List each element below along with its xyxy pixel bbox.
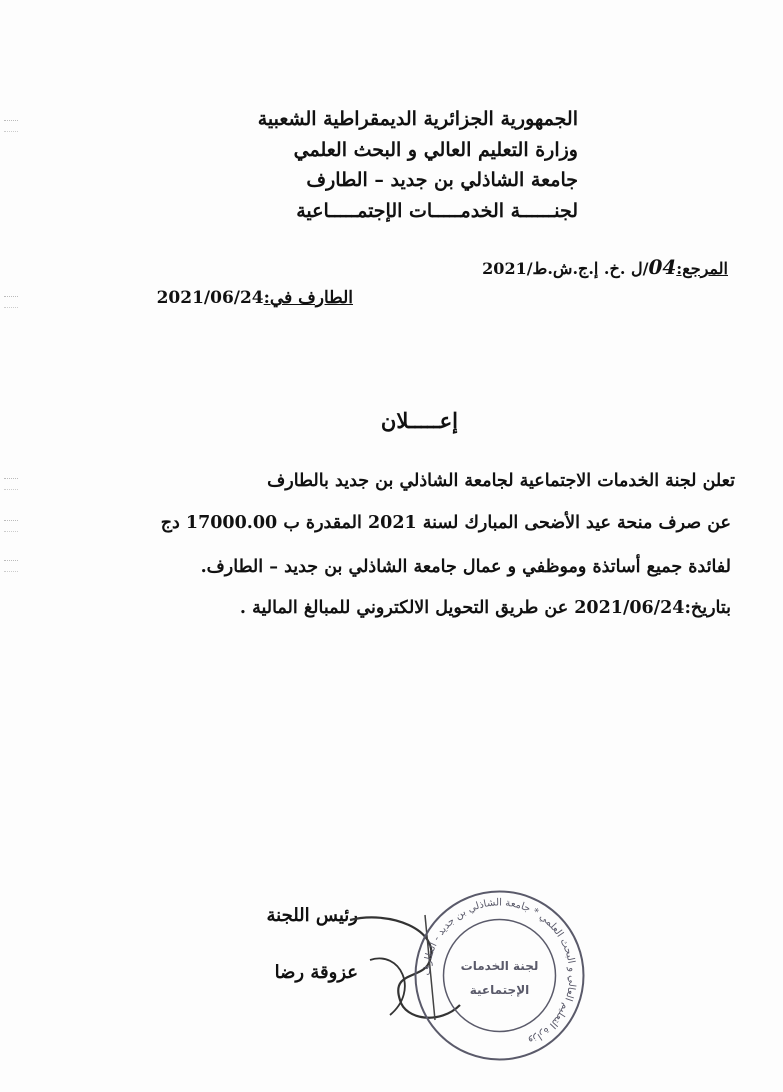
- body-line-4: بتاريخ:2021/06/24 عن طريق التحويل الالكتروني للمبالغ المالية .: [239, 598, 731, 618]
- scan-artifact: [4, 520, 18, 532]
- body-line-2: عن صرف منحة عيد الأضحى المبارك لسنة 2021 المقدرة ب 17000.00 دج: [160, 513, 731, 533]
- scan-artifact: [4, 120, 18, 132]
- stamp-inner-line-1: لجنة الخدمات: [460, 959, 539, 973]
- reference-suffix: /ل .خ. إ.ج.ش.ط/2021: [482, 259, 649, 278]
- signature-name: عزوقة رضا: [274, 962, 358, 983]
- signature-title: رئيس اللجنة: [266, 905, 358, 926]
- body-line-3: لفائدة جميع أساتذة وموظفي و عمال جامعة الشاذلي بن جديد – الطارف.: [200, 557, 731, 577]
- header-university: جامعة الشاذلي بن جديد – الطارف: [306, 169, 578, 191]
- date-line: [157, 288, 353, 308]
- header-republic: الجمهورية الجزائرية الديمقراطية الشعبية: [257, 108, 578, 130]
- scan-artifact: [4, 560, 18, 572]
- scan-artifact: [4, 478, 18, 490]
- announcement-title: إعـــــلان: [380, 408, 458, 433]
- reference-line: [482, 255, 728, 279]
- header-ministry: وزارة التعليم العالي و البحث العلمي: [293, 139, 578, 161]
- scan-artifact: [4, 296, 18, 308]
- reference-number: 04: [648, 255, 677, 279]
- date-value: 2021/06/24: [156, 288, 264, 308]
- header-committee: لجنــــــة الخدمـــــات الإجتمـــــاعية: [296, 200, 578, 222]
- stamp-outer-text: وزارة التعليم العالي و البحث العلمي * جامعة الشاذلي بن جديد - الطارف: [421, 897, 578, 1047]
- reference-label: المرجع:: [676, 259, 728, 278]
- stamp-inner-line-2: الإجتماعية: [469, 983, 530, 997]
- official-stamp: [412, 888, 587, 1063]
- date-label: الطارف في:: [263, 288, 353, 308]
- body-line-1: تعلن لجنة الخدمات الاجتماعية لجامعة الشاذلي بن جديد بالطارف: [267, 471, 735, 491]
